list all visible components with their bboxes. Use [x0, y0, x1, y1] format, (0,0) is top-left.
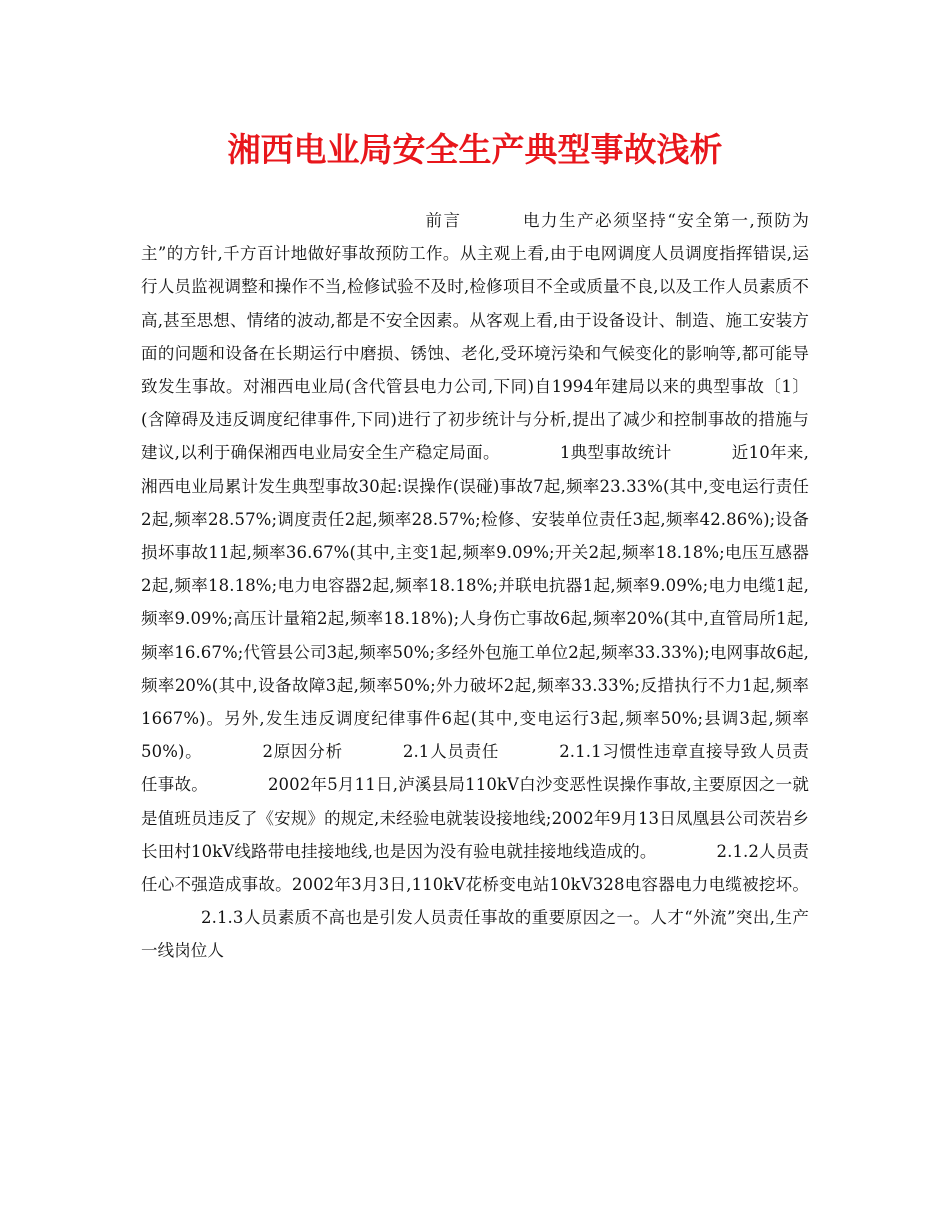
section-heading-2: 2原因分析 — [262, 742, 343, 762]
document-body — [141, 204, 809, 968]
section-heading-1: 1典型事故统计 — [559, 443, 672, 463]
subsection-heading-2-1: 2.1人员责任 — [402, 742, 500, 762]
subsection-2-1-3: 2.1.3人员素质不高也是引发人员责任事故的重要原因之一。人才“外流”突出,生产一线岗位人 — [141, 908, 809, 961]
document-title: 湘西电业局安全生产典型事故浅析 — [227, 130, 723, 169]
preface-heading: 前言 — [424, 211, 462, 230]
statistics-paragraph: 近10年来,湘西电业局累计发生典型事故30起:误操作(误碰)事故7起,频率23.33%(其中,变电运行责任2起,频率28.57%;调度责任2起,频率28.57%;检修、安装单位责任3起,频率42.86%);设备损坏事故11起,频率36.67%(其中,主变1起,频率9.09%;开关2起,频率18.18%;电压互感器2起,频率18.18%;电力电容器2起,频率18.18%;并联电抗器1起,频率9.09%;电力电缆1起,频率9.09%;高压计量箱2起,频率18.18%);人身伤亡事故6起,频率20%(其中,直管局所1起,频率16.67%;代管县公司3起,频率50%;多经外包施工单位2起,频率33.33%);电网事故6起,频率20%(其中,设备故障3起,频率50%;外力破坏2起,频率33.33%;反措执行不力1起,频率1667%)。另外,发生违反调度纪律事件6起(其中,变电运行3起,频率50%;县调3起,频率50%)。 — [141, 443, 810, 762]
subsection-2-1-1: 2.1.1习惯性违章直接导致人员责任事故。 — [141, 742, 809, 795]
subsection-2-1-2: 2.1.2人员责任心不强造成事故。2002年3月3日,110kV花桥变电站10kV328电容器电力电缆被挖坏。 — [141, 841, 809, 895]
incident-paragraph: 2002年5月11日,泸溪县局110kV白沙变恶性误操作事故,主要原因之一就是值班员违反了《安规》的规定,未经验电就装设接地线;2002年9月13日凤凰县公司茨岩乡长田村10kV线路带电挂接地线,也是因为没有验电就挂接地线造成的。 — [141, 775, 809, 861]
preface-paragraph: 电力生产必须坚持“安全第一,预防为主”的方针,千方百计地做好事故预防工作。从主观上看,由于电网调度人员调度指挥错误,运行人员监视调整和操作不当,检修试验不及时,检修项目不全或质量不良,以及工作人员素质不高,甚至思想、情绪的波动,都是不安全因素。从客观上看,由于设备设计、制造、施工安装方面的问题和设备在长期运行中磨损、锈蚀、老化,受环境污染和气候变化的影响等,都可能导致发生事故。对湘西电业局(含代管县电力公司,下同)自1994年建局以来的典型事故〔1〕(含障碍及违反调度纪律事件,下同)进行了初步统计与分析,提出了减少和控制事故的措施与建议,以利于确保湘西电业局安全生产稳定局面。 — [141, 211, 809, 463]
